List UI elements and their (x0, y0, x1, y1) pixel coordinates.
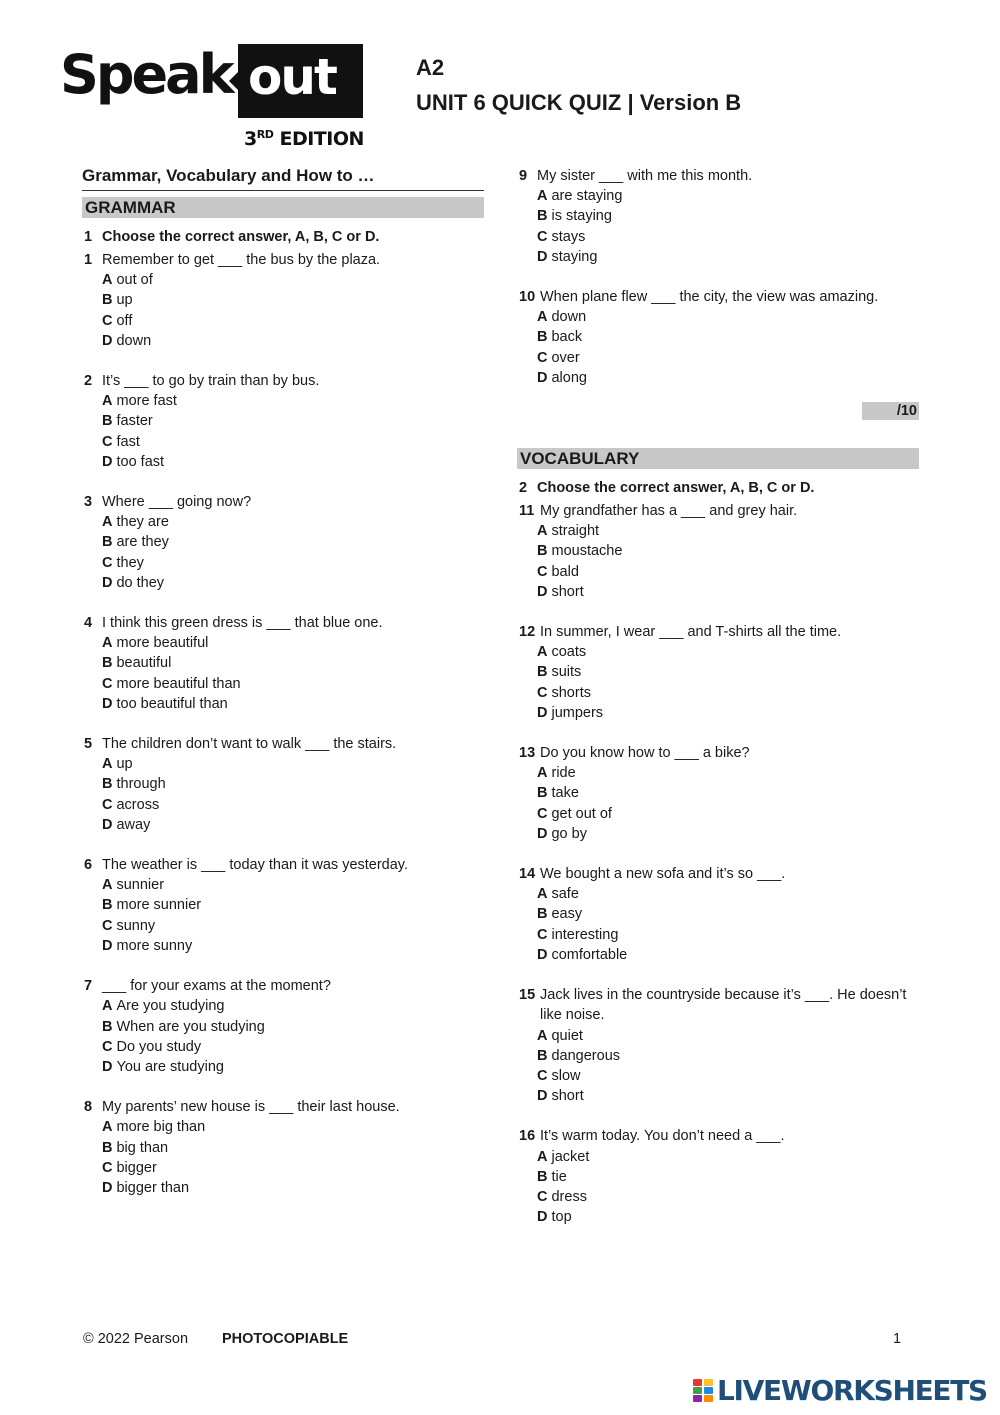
grammar-instruction (82, 226, 484, 250)
section-heading: Grammar, Vocabulary and How to … (82, 166, 484, 191)
question-text: Remember to get ___ the bus by the plaza. (102, 252, 381, 268)
answer-option-a[interactable] (82, 996, 484, 1016)
option-text: beautiful (116, 655, 172, 672)
answer-option-d[interactable] (517, 703, 919, 723)
option-letter: B (537, 664, 548, 681)
question-number: 6 (84, 857, 93, 874)
option-text: they are (116, 514, 169, 531)
question-stem (517, 864, 919, 884)
icon-block (704, 1379, 713, 1386)
grammar-score-box: /10 (862, 402, 919, 420)
question-stem (517, 287, 919, 307)
question-number: 1 (84, 252, 93, 268)
option-letter: B (537, 543, 548, 560)
question-11 (517, 501, 919, 602)
question-stem (517, 743, 919, 763)
question-stem (82, 613, 484, 633)
option-text: big than (116, 1139, 169, 1156)
answer-option-d[interactable] (82, 936, 484, 956)
option-text: through (116, 776, 166, 793)
option-letter: B (537, 1047, 548, 1064)
option-letter: A (102, 514, 113, 531)
instruction-text: Choose the correct answer, A, B, C or D. (102, 229, 380, 245)
option-letter: A (537, 309, 548, 326)
question-number: 8 (84, 1099, 93, 1116)
option-text: too beautiful than (116, 695, 228, 712)
left-column (82, 166, 484, 1218)
question-4 (82, 613, 484, 714)
answer-option-b[interactable] (517, 662, 919, 682)
level-label: A2 (416, 55, 445, 80)
question-text: The children don’t want to walk ___ the stairs. (102, 736, 397, 753)
answer-option-d[interactable] (517, 1207, 919, 1227)
option-letter: C (537, 563, 548, 580)
option-letter: A (102, 272, 113, 289)
question-stem (82, 734, 484, 754)
option-letter: D (102, 332, 113, 349)
answer-option-d[interactable] (82, 694, 484, 714)
instruction-number: 1 (84, 229, 93, 245)
option-letter: C (537, 1188, 548, 1205)
logo-speak-text: Speak (60, 43, 232, 106)
instruction-text: Choose the correct answer, A, B, C or D. (537, 480, 815, 497)
option-text: short (551, 583, 584, 600)
option-letter: B (537, 785, 548, 802)
option-text: staying (551, 248, 598, 265)
option-letter: D (537, 369, 548, 386)
icon-block (704, 1395, 713, 1402)
page-title: UNIT 6 QUICK QUIZ | Version B (416, 90, 742, 115)
liveworksheets-text: LIVEWORKSHEETS (717, 1374, 987, 1407)
question-stem (82, 855, 484, 875)
question-text: Where ___ going now? (102, 494, 252, 511)
option-text: Do you study (116, 1038, 202, 1055)
question-number: 7 (84, 978, 93, 995)
answer-option-d[interactable] (82, 452, 484, 472)
option-text: shorts (551, 684, 591, 701)
option-text: stays (551, 228, 586, 245)
liveworksheets-icon (693, 1379, 714, 1403)
option-letter: C (102, 554, 113, 571)
option-text: across (116, 796, 160, 813)
answer-option-b[interactable] (517, 327, 919, 347)
answer-option-d[interactable] (517, 824, 919, 844)
option-text: up (116, 756, 133, 773)
option-letter: C (102, 312, 113, 329)
option-text: bigger (116, 1159, 157, 1176)
option-letter: C (102, 796, 113, 813)
option-text: take (551, 785, 579, 802)
question-9 (517, 166, 919, 267)
question-number: 3 (84, 494, 93, 511)
option-letter: C (537, 684, 548, 701)
answer-option-d[interactable] (82, 1057, 484, 1077)
option-letter: B (102, 413, 113, 430)
answer-option-b[interactable] (517, 541, 919, 561)
question-8 (82, 1097, 484, 1198)
answer-option-c[interactable] (82, 916, 484, 936)
answer-option-b[interactable] (517, 1046, 919, 1066)
option-text: jumpers (551, 704, 604, 721)
question-number: 12 (519, 624, 536, 641)
question-16 (517, 1126, 919, 1227)
answer-option-b[interactable] (82, 1138, 484, 1158)
icon-block (693, 1387, 702, 1394)
question-3 (82, 492, 484, 593)
answer-option-a[interactable] (517, 642, 919, 662)
question-text: In summer, I wear ___ and T-shirts all the time. (540, 624, 842, 641)
icon-block (693, 1379, 702, 1386)
option-letter: A (537, 188, 548, 205)
option-text: quiet (551, 1027, 583, 1044)
answer-option-a[interactable] (517, 763, 919, 783)
option-letter: D (537, 583, 548, 600)
question-number: 2 (84, 373, 93, 390)
question-10 (517, 287, 919, 388)
option-text: easy (551, 906, 583, 923)
question-number: 5 (84, 736, 93, 753)
question-text: When plane flew ___ the city, the view was amazing. (540, 289, 879, 306)
option-text: faster (116, 413, 153, 430)
option-text: sunny (116, 917, 156, 934)
right-column (517, 166, 919, 1247)
option-text: do they (116, 574, 165, 591)
option-letter: D (102, 1179, 113, 1196)
option-text: coats (551, 644, 587, 661)
option-text: are staying (551, 188, 623, 205)
option-letter: C (102, 917, 113, 934)
question-stem (517, 622, 919, 642)
option-text: up (116, 292, 133, 309)
option-text: bigger than (116, 1179, 190, 1196)
answer-option-c[interactable] (517, 925, 919, 945)
question-text: My parents’ new house is ___ their last house. (102, 1099, 400, 1116)
answer-option-b[interactable] (82, 774, 484, 794)
question-stem (82, 492, 484, 512)
answer-option-a[interactable] (517, 1147, 919, 1167)
option-text: ride (551, 765, 576, 782)
option-text: fast (116, 433, 140, 450)
question-stem (517, 985, 919, 1025)
logo-out-text: out (248, 48, 336, 106)
option-letter: D (537, 1209, 548, 1226)
answer-option-b[interactable] (517, 1167, 919, 1187)
question-1 (82, 250, 484, 351)
option-letter: D (102, 816, 113, 833)
option-letter: C (537, 349, 548, 366)
question-text: It’s warm today. You don’t need a ___. (540, 1128, 785, 1145)
option-text: You are studying (116, 1058, 224, 1075)
option-letter: C (537, 805, 548, 822)
answer-option-d[interactable] (517, 945, 919, 965)
question-stem (517, 166, 919, 186)
option-letter: B (537, 906, 548, 923)
option-letter: B (102, 897, 113, 914)
answer-option-a[interactable] (82, 875, 484, 895)
option-letter: B (102, 776, 113, 793)
grammar-bar: GRAMMAR (82, 197, 484, 218)
option-text: moustache (551, 543, 623, 560)
answer-option-b[interactable] (82, 895, 484, 915)
option-text: back (551, 329, 583, 346)
question-13 (517, 743, 919, 844)
option-letter: A (102, 877, 113, 894)
option-text: go by (551, 825, 587, 842)
answer-option-d[interactable] (517, 247, 919, 267)
option-letter: C (537, 1067, 548, 1084)
photocopiable-label: PHOTOCOPIABLE (222, 1331, 349, 1347)
answer-option-c[interactable] (82, 432, 484, 452)
option-text: tie (551, 1168, 567, 1185)
question-number: 9 (519, 168, 528, 184)
question-7 (82, 976, 484, 1077)
answer-option-b[interactable] (82, 653, 484, 673)
option-text: short (551, 1088, 584, 1105)
option-letter: C (102, 1159, 113, 1176)
option-text: safe (551, 886, 579, 903)
grammar-question-list-continued (517, 166, 919, 388)
answer-option-c[interactable] (517, 1187, 919, 1207)
answer-option-c[interactable] (517, 1066, 919, 1086)
option-text: sunnier (116, 877, 165, 894)
answer-option-a[interactable] (517, 186, 919, 206)
answer-option-b[interactable] (82, 290, 484, 310)
answer-option-b[interactable] (82, 1017, 484, 1037)
option-letter: D (537, 825, 548, 842)
option-letter: A (102, 635, 113, 652)
answer-option-b[interactable] (82, 532, 484, 552)
vocabulary-instruction (517, 477, 919, 501)
option-letter: A (102, 998, 113, 1015)
option-text: are they (116, 534, 169, 551)
option-letter: A (537, 644, 548, 661)
question-text: We bought a new sofa and it’s so ___. (540, 866, 786, 883)
option-letter: B (102, 292, 113, 309)
answer-option-c[interactable] (517, 683, 919, 703)
option-text: jacket (551, 1148, 590, 1165)
option-text: away (116, 816, 151, 833)
answer-option-b[interactable] (82, 411, 484, 431)
logo-out-box (238, 44, 363, 118)
option-text: When are you studying (116, 1018, 265, 1035)
option-text: interesting (551, 926, 619, 943)
option-letter: D (102, 1058, 113, 1075)
option-letter: A (102, 1119, 113, 1136)
answer-option-d[interactable] (517, 368, 919, 388)
option-text: slow (551, 1067, 581, 1084)
option-letter: D (537, 946, 548, 963)
answer-option-d[interactable] (517, 582, 919, 602)
question-text: It’s ___ to go by train than by bus. (102, 373, 320, 390)
instruction-number: 2 (519, 480, 528, 497)
option-text: comfortable (551, 946, 628, 963)
answer-option-c[interactable] (82, 795, 484, 815)
answer-option-a[interactable] (517, 307, 919, 327)
question-stem (517, 501, 919, 521)
option-letter: B (102, 534, 113, 551)
option-letter: A (102, 393, 113, 410)
vocabulary-question-list (517, 501, 919, 1227)
option-letter: B (537, 1168, 548, 1185)
option-letter: D (102, 453, 113, 470)
answer-option-a[interactable] (82, 1117, 484, 1137)
logo-edition (244, 128, 364, 150)
option-text: too fast (116, 453, 165, 470)
option-letter: B (537, 208, 548, 225)
option-text: down (551, 309, 587, 326)
answer-option-c[interactable] (517, 562, 919, 582)
option-text: along (551, 369, 587, 386)
answer-option-a[interactable] (517, 521, 919, 541)
option-letter: C (102, 675, 113, 692)
copyright-text: © 2022 Pearson (83, 1331, 189, 1347)
question-text: ___ for your exams at the moment? (102, 978, 331, 995)
option-letter: A (537, 765, 548, 782)
answer-option-c[interactable] (82, 1158, 484, 1178)
option-text: down (116, 332, 152, 349)
option-letter: C (102, 1038, 113, 1055)
question-text: My sister ___ with me this month. (537, 168, 753, 184)
question-number: 13 (519, 745, 536, 762)
liveworksheets-logo[interactable] (693, 1374, 989, 1408)
option-letter: D (537, 1088, 548, 1105)
question-6 (82, 855, 484, 956)
option-text: suits (551, 664, 582, 681)
question-number: 10 (519, 289, 536, 306)
option-text: more fast (116, 393, 177, 410)
option-letter: D (102, 937, 113, 954)
question-number: 4 (84, 615, 93, 632)
option-text: is staying (551, 208, 612, 225)
option-letter: C (537, 228, 548, 245)
question-12 (517, 622, 919, 723)
question-text: I think this green dress is ___ that blue one. (102, 615, 383, 632)
answer-option-d[interactable] (82, 1178, 484, 1198)
question-stem (82, 250, 484, 270)
answer-option-a[interactable] (82, 633, 484, 653)
question-number: 16 (519, 1128, 536, 1145)
option-text: dangerous (551, 1047, 621, 1064)
option-letter: B (537, 329, 548, 346)
option-letter: B (102, 1018, 113, 1035)
option-letter: C (537, 926, 548, 943)
answer-option-d[interactable] (82, 573, 484, 593)
option-letter: B (102, 1139, 113, 1156)
answer-option-c[interactable] (517, 227, 919, 247)
option-text: they (116, 554, 144, 571)
question-15 (517, 985, 919, 1106)
question-text: Jack lives in the countryside because it’s ___. He doesn’t like noise. (540, 987, 907, 1024)
answer-option-a[interactable] (517, 884, 919, 904)
page-number: 1 (893, 1331, 902, 1347)
question-number: 11 (519, 503, 535, 520)
option-text: out of (116, 272, 153, 289)
option-text: more beautiful than (116, 675, 241, 692)
option-text: more sunnier (116, 897, 202, 914)
question-text: Do you know how to ___ a bike? (540, 745, 750, 762)
option-text: straight (551, 523, 600, 540)
option-text: bald (551, 563, 579, 580)
option-letter: D (102, 695, 113, 712)
answer-option-a[interactable] (517, 1026, 919, 1046)
logo-edition-num: 3 (244, 128, 257, 150)
option-letter: D (537, 248, 548, 265)
option-letter: B (102, 655, 113, 672)
vocabulary-bar: VOCABULARY (517, 448, 919, 469)
question-2 (82, 371, 484, 472)
answer-option-c[interactable] (517, 804, 919, 824)
answer-option-c[interactable] (82, 311, 484, 331)
option-letter: D (537, 704, 548, 721)
answer-option-b[interactable] (517, 206, 919, 226)
answer-option-b[interactable] (517, 783, 919, 803)
question-text: The weather is ___ today than it was yesterday. (102, 857, 409, 874)
speakout-logo (60, 42, 365, 152)
option-letter: A (537, 886, 548, 903)
answer-option-a[interactable] (82, 754, 484, 774)
answer-option-b[interactable] (517, 904, 919, 924)
option-letter: A (537, 523, 548, 540)
option-letter: A (102, 756, 113, 773)
option-text: dress (551, 1188, 587, 1205)
logo-edition-word: EDITION (279, 128, 364, 150)
question-number: 14 (519, 866, 536, 883)
answer-option-c[interactable] (82, 553, 484, 573)
question-14 (517, 864, 919, 965)
option-text: over (551, 349, 580, 366)
option-text: more sunny (116, 937, 193, 954)
question-stem (82, 371, 484, 391)
grammar-question-list (82, 250, 484, 1198)
option-text: more beautiful (116, 635, 209, 652)
option-text: top (551, 1209, 572, 1226)
answer-option-d[interactable] (517, 1086, 919, 1106)
answer-option-c[interactable] (82, 674, 484, 694)
answer-option-d[interactable] (82, 331, 484, 351)
question-stem (517, 1126, 919, 1146)
answer-option-c[interactable] (517, 348, 919, 368)
logo-edition-sup: RD (256, 128, 274, 141)
answer-option-a[interactable] (82, 270, 484, 290)
option-letter: A (537, 1027, 548, 1044)
option-letter: C (102, 433, 113, 450)
question-stem (82, 976, 484, 996)
option-text: Are you studying (116, 998, 225, 1015)
question-stem (82, 1097, 484, 1117)
answer-option-a[interactable] (82, 391, 484, 411)
icon-block (693, 1395, 702, 1402)
answer-option-c[interactable] (82, 1037, 484, 1057)
option-text: off (116, 312, 133, 329)
option-text: more big than (116, 1119, 206, 1136)
answer-option-a[interactable] (82, 512, 484, 532)
icon-block (704, 1387, 713, 1394)
question-5 (82, 734, 484, 835)
question-text: My grandfather has a ___ and grey hair. (540, 503, 798, 520)
answer-option-d[interactable] (82, 815, 484, 835)
option-letter: D (102, 574, 113, 591)
question-number: 15 (519, 987, 536, 1004)
option-letter: A (537, 1148, 548, 1165)
option-text: get out of (551, 805, 612, 822)
